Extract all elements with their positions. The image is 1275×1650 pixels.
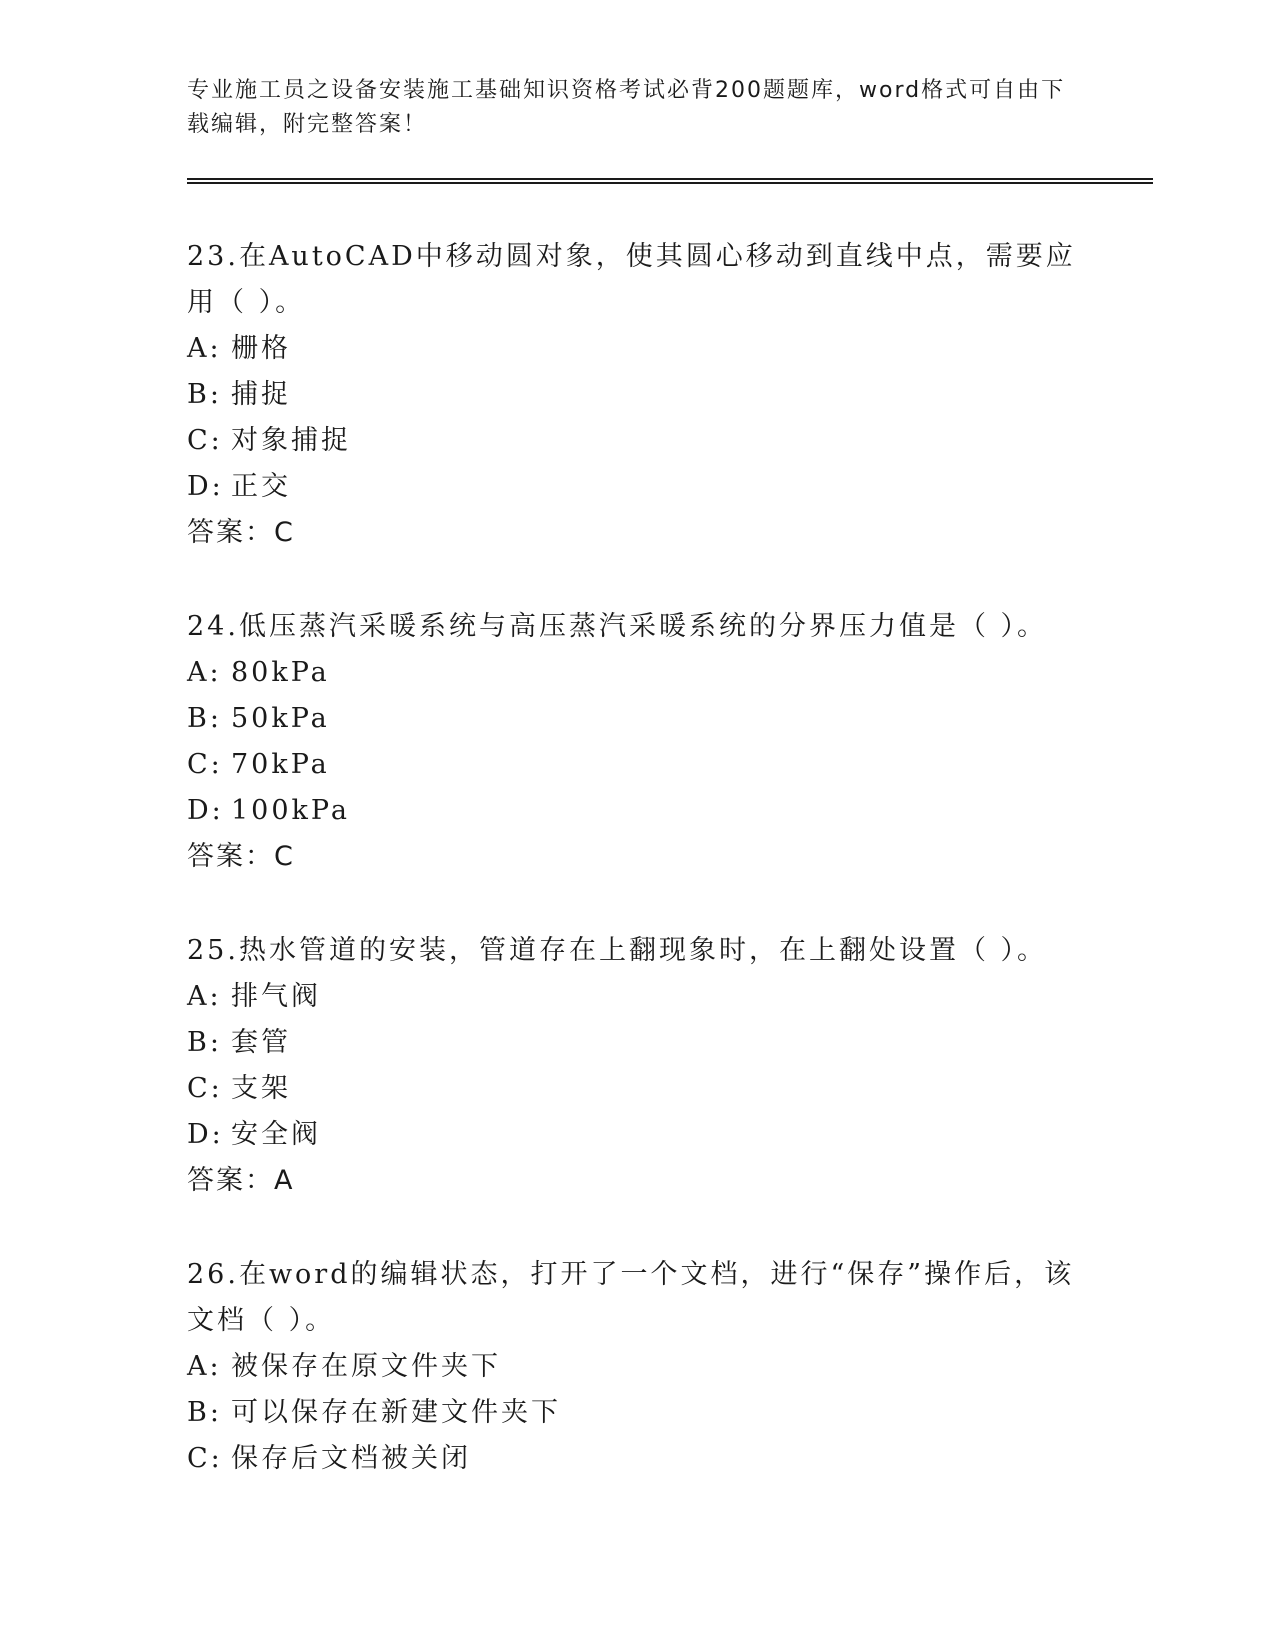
header-divider <box>187 178 1153 184</box>
option-key: B: <box>187 379 222 410</box>
option-text: 100kPa <box>231 795 350 826</box>
answer-line: 答案：C <box>187 841 295 872</box>
option-text: 安全阀 <box>231 1119 321 1150</box>
option-key: C: <box>187 1443 223 1474</box>
question-text: 26.在word的编辑状态，打开了一个文档，进行“保存”操作后，该文档（ ）。 <box>187 1259 1075 1336</box>
question-25 <box>187 928 1087 1204</box>
option-text: 50kPa <box>231 703 330 734</box>
option-key: D: <box>187 795 224 826</box>
option-a <box>187 650 1087 696</box>
option-key: C: <box>187 425 223 456</box>
option-key: C: <box>187 749 223 780</box>
option-text: 70kPa <box>231 749 330 780</box>
option-b <box>187 1390 1087 1436</box>
option-key: D: <box>187 471 224 502</box>
option-text: 正交 <box>231 471 291 502</box>
option-c <box>187 742 1087 788</box>
option-c <box>187 1436 1087 1482</box>
question-list <box>187 234 1087 1530</box>
option-c <box>187 418 1087 464</box>
option-d <box>187 464 1087 510</box>
option-key: C: <box>187 1073 223 1104</box>
option-text: 排气阀 <box>231 981 321 1012</box>
option-c <box>187 1066 1087 1112</box>
answer-line: 答案：C <box>187 517 295 548</box>
question-text: 24.低压蒸汽采暖系统与高压蒸汽采暖系统的分界压力值是（ ）。 <box>187 611 1048 642</box>
option-b <box>187 696 1087 742</box>
option-text: 栅格 <box>231 333 291 364</box>
question-26 <box>187 1252 1087 1482</box>
option-key: A: <box>187 657 222 688</box>
option-text: 保存后文档被关闭 <box>231 1443 471 1474</box>
question-text: 25.热水管道的安装，管道存在上翻现象时，在上翻处设置（ ）。 <box>187 935 1048 966</box>
option-a <box>187 974 1087 1020</box>
option-d <box>187 788 1087 834</box>
document-header: 专业施工员之设备安装施工基础知识资格考试必背200题题库，word格式可自由下载编辑，附完整答案！ <box>187 78 1066 137</box>
option-key: B: <box>187 1027 222 1058</box>
option-text: 80kPa <box>231 657 330 688</box>
option-key: D: <box>187 1119 224 1150</box>
option-a <box>187 1344 1087 1390</box>
option-text: 捕捉 <box>231 379 291 410</box>
option-key: A: <box>187 981 222 1012</box>
option-text: 可以保存在新建文件夹下 <box>231 1397 561 1428</box>
option-text: 支架 <box>231 1073 291 1104</box>
option-key: A: <box>187 333 222 364</box>
option-b <box>187 1020 1087 1066</box>
option-text: 套管 <box>231 1027 291 1058</box>
question-23 <box>187 234 1087 556</box>
option-a <box>187 326 1087 372</box>
option-key: B: <box>187 1397 222 1428</box>
option-text: 被保存在原文件夹下 <box>231 1351 501 1382</box>
question-text: 23.在AutoCAD中移动圆对象，使其圆心移动到直线中点，需要应用（ ）。 <box>187 241 1076 318</box>
option-key: B: <box>187 703 222 734</box>
answer-line: 答案：A <box>187 1165 295 1196</box>
option-d <box>187 1112 1087 1158</box>
question-24 <box>187 604 1087 880</box>
option-text: 对象捕捉 <box>231 425 351 456</box>
option-b <box>187 372 1087 418</box>
option-key: A: <box>187 1351 222 1382</box>
